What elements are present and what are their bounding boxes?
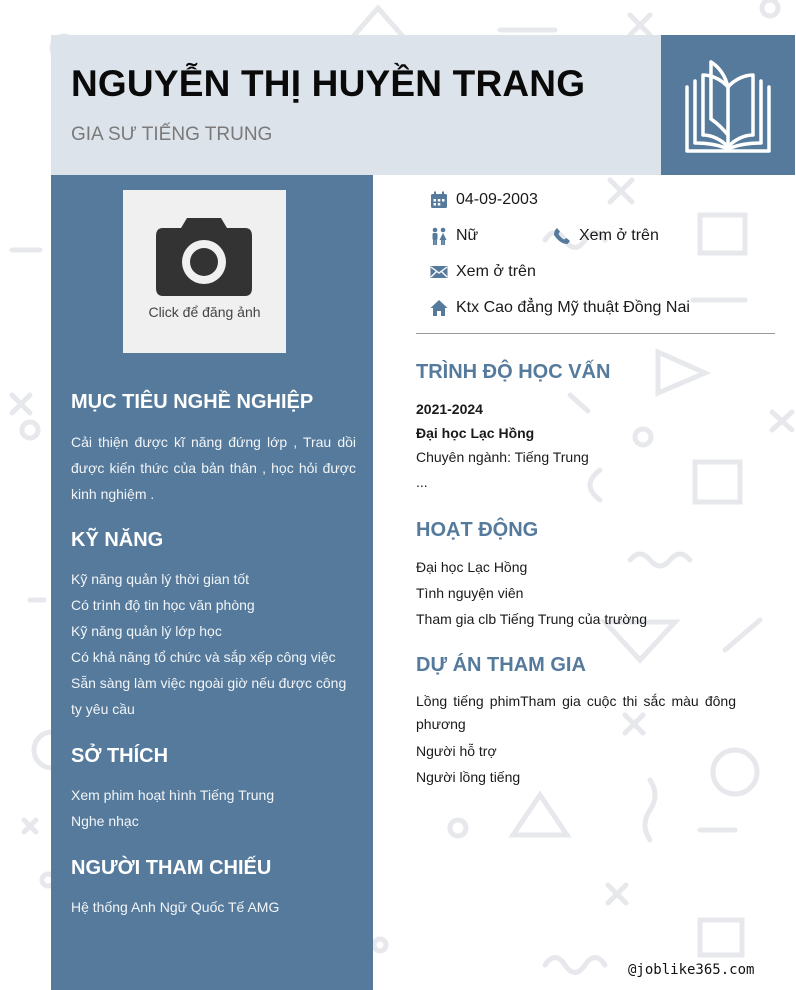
calendar-icon (430, 191, 448, 209)
main-content (373, 175, 796, 990)
skills-list (71, 566, 356, 722)
education-period: 2021-2024 (416, 401, 483, 417)
phone-value: Xem ở trên (579, 227, 659, 244)
email-row (430, 263, 536, 281)
list-item: Lồng tiếng phimTham gia cuộc thi sắc màu đông phương (416, 693, 736, 732)
list-item: Nghe nhạc (71, 813, 139, 829)
list-item: Có khả năng tổ chức và sắp xếp công việc (71, 649, 336, 665)
list-item: Kỹ năng quản lý lớp học (71, 623, 222, 639)
list-item: Hệ thống Anh Ngữ Quốc Tế AMG (71, 899, 280, 915)
references-list (71, 894, 356, 920)
open-book-icon (681, 57, 775, 153)
header (51, 35, 661, 175)
objective-heading: MỤC TIÊU NGHỀ NGHIỆP (71, 391, 314, 413)
projects-list (416, 690, 736, 790)
gender-row (430, 227, 478, 245)
address-value: Ktx Cao đẳng Mỹ thuật Đồng Nai (456, 299, 690, 316)
list-item: Tình nguyện viên (416, 585, 524, 601)
divider (416, 333, 775, 334)
list-item: Sẵn sàng làm việc ngoài giờ nếu được công ty yêu cầu (71, 675, 347, 717)
dob-value: 04-09-2003 (456, 191, 538, 208)
list-item: Người hỗ trợ (416, 743, 497, 759)
address-row (430, 299, 690, 317)
education-school: Đại học Lạc Hồng (416, 425, 535, 441)
education-major: Chuyên ngành: Tiếng Trung (416, 449, 589, 465)
hobbies-list (71, 782, 356, 834)
list-item: Người lồng tiếng (416, 769, 521, 785)
projects-heading: DỰ ÁN THAM GIA (416, 654, 586, 676)
photo-upload[interactable] (123, 190, 286, 353)
photo-upload-label: Click để đăng ảnh (148, 304, 261, 320)
list-item: Tham gia clb Tiếng Trung của trường (416, 611, 647, 627)
header-icon-box (661, 35, 795, 175)
list-item: Xem phim hoạt hình Tiếng Trung (71, 787, 275, 803)
home-icon (430, 299, 448, 317)
list-item: Kỹ năng quản lý thời gian tốt (71, 571, 250, 587)
candidate-name: NGUYỄN THỊ HUYỀN TRANG (71, 63, 586, 104)
activities-list (416, 554, 736, 632)
phone-icon (553, 227, 571, 245)
job-title: GIA SƯ TIẾNG TRUNG (71, 124, 273, 145)
list-item: Đại học Lạc Hồng (416, 559, 528, 575)
gender-value: Nữ (456, 227, 479, 244)
dob-row (430, 191, 538, 209)
skills-heading: KỸ NĂNG (71, 529, 164, 551)
education-extra: ... (416, 474, 428, 490)
sidebar (51, 175, 373, 990)
mail-icon (430, 263, 448, 281)
education-entry (416, 397, 736, 494)
hobbies-heading: SỞ THÍCH (71, 745, 169, 767)
gender-icon (430, 227, 448, 245)
education-heading: TRÌNH ĐỘ HỌC VẤN (416, 361, 611, 383)
watermark: @joblike365.com (628, 962, 755, 978)
references-heading: NGƯỜI THAM CHIẾU (71, 857, 272, 879)
camera-icon (155, 212, 253, 298)
list-item: Có trình độ tin học văn phòng (71, 597, 255, 613)
phone-row (553, 227, 659, 245)
objective-text: Cải thiện được kĩ năng đứng lớp , Trau dồi được kiến thức của bản thân , học hỏi được kinh nghiệm . (71, 434, 356, 502)
activities-heading: HOẠT ĐỘNG (416, 519, 539, 541)
email-value: Xem ở trên (456, 263, 536, 280)
